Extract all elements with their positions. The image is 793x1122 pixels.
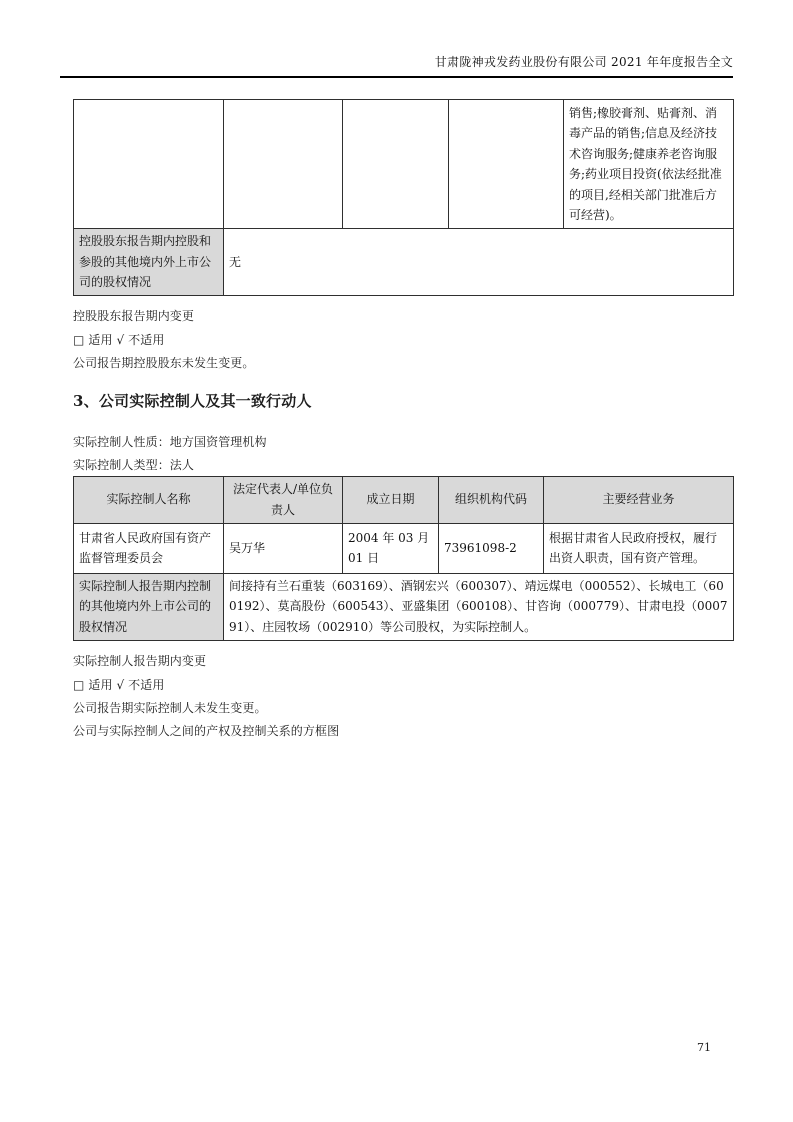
empty-cell	[449, 100, 564, 229]
header-rule	[60, 76, 733, 78]
actual-controller-change-title: 实际控制人报告期内变更	[73, 653, 207, 668]
control-relationship-diagram-caption: 公司与实际控制人之间的产权及控制关系的方框图	[73, 723, 340, 738]
applicable-checkbox-line: □ 适用 √ 不适用	[73, 332, 165, 347]
page-number: 71	[697, 1041, 711, 1054]
controller-shareholding-label: 实际控制人报告期内控制的其他境内外上市公司的股权情况	[74, 573, 224, 640]
empty-cell	[224, 100, 343, 229]
table-row	[74, 573, 734, 640]
controller-shareholding-value: 间接持有兰石重装（603169）、酒钢宏兴（600307）、靖远煤电（000552）、长城电工（600192）、莫高股份（600543）、亚盛集团（600108）、甘咨询（000779）、甘肃电投（000791）、庄园牧场（002910）等公司股权，为实际控制人。	[224, 573, 734, 640]
column-header-main-business: 主要经营业务	[544, 476, 734, 523]
main-business-cell: 根据甘肃省人民政府授权，履行出资人职责，国有资产管理。	[544, 523, 734, 573]
column-header-founding-date: 成立日期	[343, 476, 439, 523]
report-header-title: 甘肃陇神戎发药业股份有限公司 2021 年年度报告全文	[434, 55, 733, 69]
section-heading: 3、公司实际控制人及其一致行动人	[73, 391, 312, 410]
controlling-shareholder-change-title: 控股股东报告期内变更	[73, 308, 195, 323]
controller-nature-line: 实际控制人性质：地方国资管理机构	[73, 434, 267, 449]
column-header-name: 实际控制人名称	[74, 476, 224, 523]
table-row	[74, 100, 734, 229]
representative-cell: 吴万华	[224, 523, 343, 573]
org-code-cell: 73961098-2	[439, 523, 544, 573]
table-header-row	[74, 476, 734, 523]
business-scope-table	[73, 99, 734, 296]
column-header-org-code: 组织机构代码	[439, 476, 544, 523]
actual-controller-table	[73, 476, 734, 641]
shareholding-situation-label: 控股股东报告期内控股和参股的其他境内外上市公司的股权情况	[74, 229, 224, 296]
actual-controller-conclusion: 公司报告期实际控制人未发生变更。	[73, 700, 267, 715]
shareholding-situation-value: 无	[224, 229, 734, 296]
table-row	[74, 229, 734, 296]
table-row	[74, 523, 734, 573]
founding-date-cell: 2004 年 03 月 01 日	[343, 523, 439, 573]
controller-name-cell: 甘肃省人民政府国有资产监督管理委员会	[74, 523, 224, 573]
business-scope-cell: 销售;橡胶膏剂、贴膏剂、消毒产品的销售;信息及经济技术咨询服务;健康养老咨询服务;药业项目投资(依法经批准的项目,经相关部门批准后方可经营)。	[564, 100, 734, 229]
column-header-representative: 法定代表人/单位负责人	[224, 476, 343, 523]
empty-cell	[343, 100, 449, 229]
applicable-checkbox-line: □ 适用 √ 不适用	[73, 677, 165, 692]
controlling-shareholder-conclusion: 公司报告期控股股东未发生变更。	[73, 355, 255, 370]
empty-cell	[74, 100, 224, 229]
controller-type-line: 实际控制人类型：法人	[73, 457, 195, 472]
